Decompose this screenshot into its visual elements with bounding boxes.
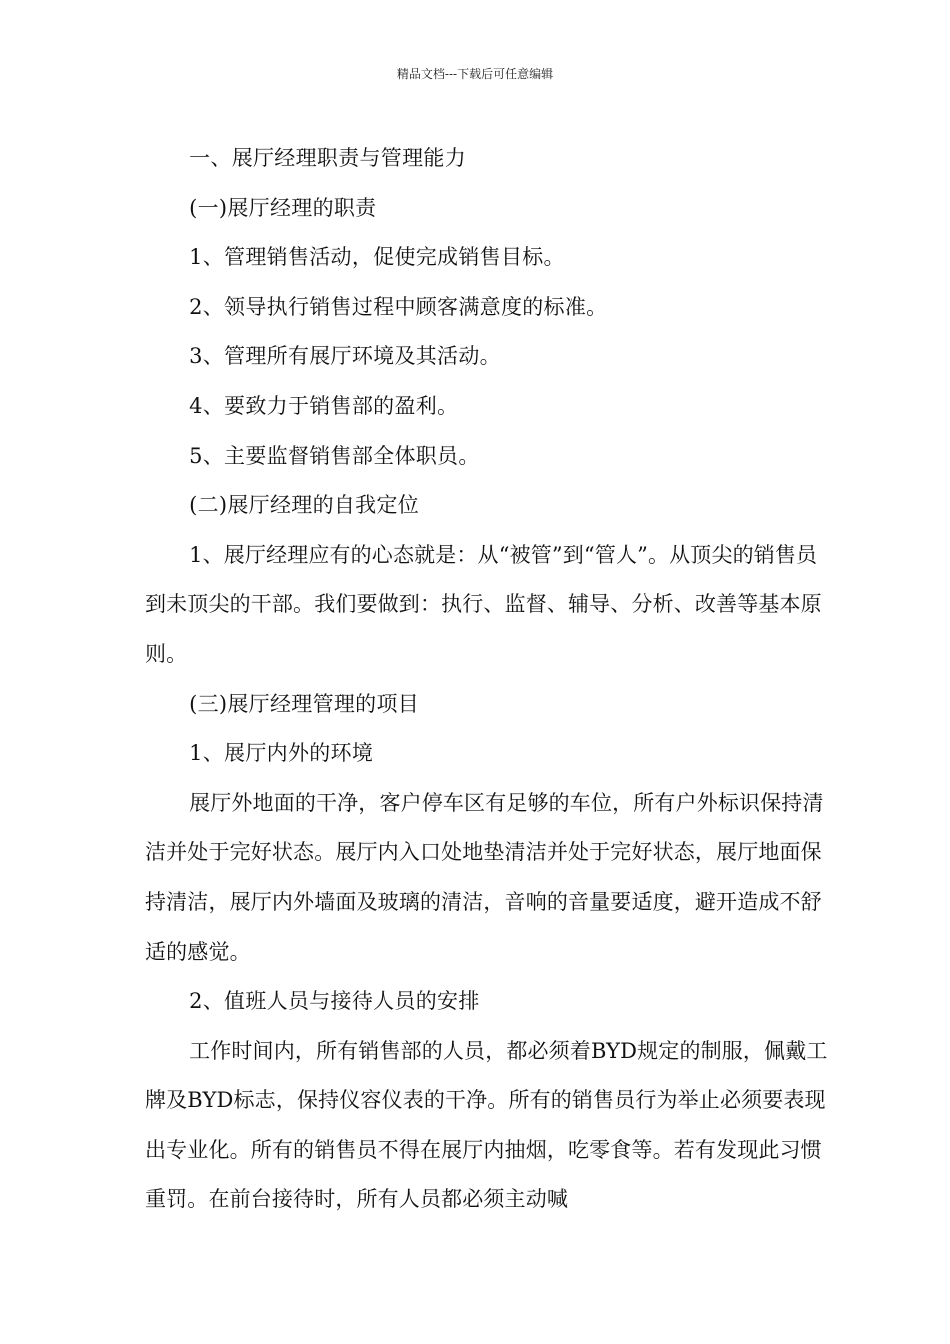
duty-item: 3、管理所有展厅环境及其活动。: [189, 344, 501, 369]
duty-item: 5、主要监督销售部全体职员。: [189, 443, 480, 468]
body-paragraph: 1、展厅经理应有的心态就是：从“被管”到“管人”。从顶尖的销售员到未顶尖的干部。我们要做到：执行、监督、辅导、分析、改善等基本原则。: [145, 542, 822, 666]
duty-item: 2、领导执行销售过程中顾客满意度的标准。: [189, 294, 608, 319]
document-body: [145, 134, 835, 1225]
body-paragraph: 工作时间内，所有销售部的人员，都必须着BYD规定的制服，佩戴工牌及BYD标志，保持仪容仪表的干净。所有的销售员行为举止必须要表现出专业化。所有的销售员不得在展厅内抽烟，吃零食等。若有发现此习惯重罚。在前台接待时，所有人员都必须主动喊: [145, 1038, 828, 1212]
page-header: 精品文档---下载后可任意编辑: [396, 67, 554, 81]
subsection-heading: (一)展厅经理的职责: [189, 195, 377, 220]
subsection-heading: (三)展厅经理管理的项目: [189, 691, 420, 716]
item-heading: 1、展厅内外的环境: [189, 741, 374, 766]
duty-item: 1、管理销售活动，促使完成销售目标。: [189, 245, 565, 270]
item-heading: 2、值班人员与接待人员的安排: [189, 989, 480, 1014]
body-paragraph: 展厅外地面的干净，客户停车区有足够的车位，所有户外标识保持清洁并处于完好状态。展厅内入口处地垫清洁并处于完好状态，展厅地面保持清洁，展厅内外墙面及玻璃的清洁，音响的音量要适度，避开造成不舒适的感觉。: [145, 790, 824, 964]
subsection-heading: (二)展厅经理的自我定位: [189, 493, 420, 518]
duty-item: 4、要致力于销售部的盈利。: [189, 393, 459, 418]
section-heading: 一、展厅经理职责与管理能力: [189, 146, 466, 170]
